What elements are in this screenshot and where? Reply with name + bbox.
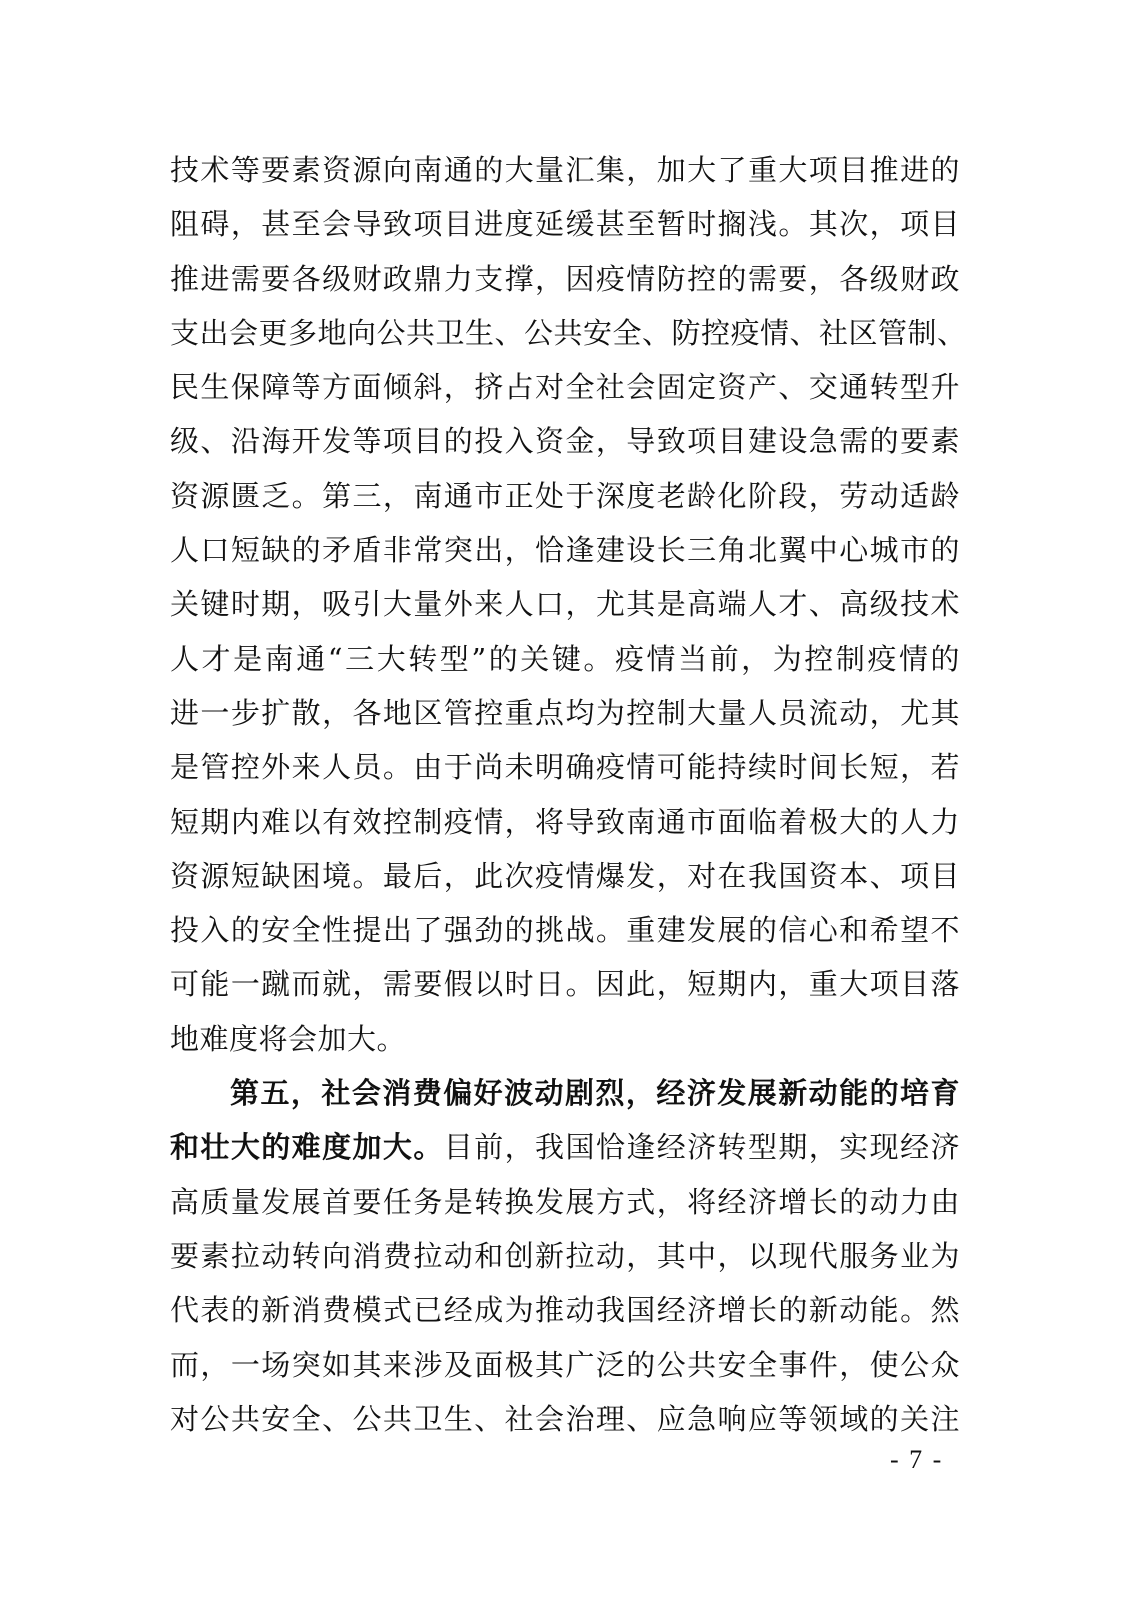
body-line: 推进需要各级财政鼎力支撑，因疫情防控的需要，各级财政 [170, 261, 960, 296]
body-line: 资源匮乏。第三，南通市正处于深度老龄化阶段，劳动适龄 [170, 478, 960, 513]
body-line: 短期内难以有效控制疫情，将导致南通市面临着极大的人力 [170, 804, 960, 839]
body-line: 投入的安全性提出了强劲的挑战。重建发展的信心和希望不 [170, 913, 960, 948]
body-line-paragraph-end: 地难度将会加大。 [170, 1021, 407, 1056]
body-line: 而，一场突如其来涉及面极其广泛的公共安全事件，使公众 [170, 1347, 960, 1382]
body-line: 可能一蹴而就，需要假以时日。因此，短期内，重大项目落 [170, 967, 960, 1002]
body-line: 要素拉动转向消费拉动和创新拉动，其中，以现代服务业为 [170, 1238, 960, 1273]
body-line: 人口短缺的矛盾非常突出，恰逢建设长三角北翼中心城市的 [170, 533, 960, 568]
body-line: 对公共安全、公共卫生、社会治理、应急响应等领域的关注 [170, 1401, 960, 1436]
section-heading-line: 第五，社会消费偏好波动剧烈，经济发展新动能的培育 [230, 1076, 960, 1111]
body-line: 高质量发展首要任务是转换发展方式，将经济增长的动力由 [170, 1184, 960, 1219]
body-line: 支出会更多地向公共卫生、公共安全、防控疫情、社区管制、 [170, 315, 967, 350]
document-body [170, 143, 967, 1446]
body-line: 进一步扩散，各地区管控重点均为控制大量人员流动，尤其 [170, 695, 960, 730]
page-number: - 7 - [890, 1445, 944, 1474]
body-line: 是管控外来人员。由于尚未明确疫情可能持续时间长短，若 [170, 750, 960, 785]
body-line: 阻碍，甚至会导致项目进度延缓甚至暂时搁浅。其次，项目 [170, 207, 960, 242]
body-line: 人才是南通“三大转型”的关键。疫情当前，为控制疫情的 [170, 641, 960, 676]
body-line: 资源短缺困境。最后，此次疫情爆发，对在我国资本、项目 [170, 858, 960, 893]
body-line: 级、沿海开发等项目的投入资金，导致项目建设急需的要素 [170, 424, 960, 459]
body-line: 民生保障等方面倾斜，挤占对全社会固定资产、交通转型升 [170, 370, 960, 405]
section-body-text: 目前，我国恰逢经济转型期，实现经济 [443, 1130, 960, 1165]
section-heading-continuation [170, 1120, 960, 1174]
body-line: 关键时期，吸引大量外来人口，尤其是高端人才、高级技术 [170, 587, 960, 622]
body-line: 代表的新消费模式已经成为推动我国经济增长的新动能。然 [170, 1293, 960, 1328]
body-line: 技术等要素资源向南通的大量汇集，加大了重大项目推进的 [170, 153, 960, 187]
section-heading-bold-text: 和壮大的难度加大。 [170, 1130, 444, 1165]
